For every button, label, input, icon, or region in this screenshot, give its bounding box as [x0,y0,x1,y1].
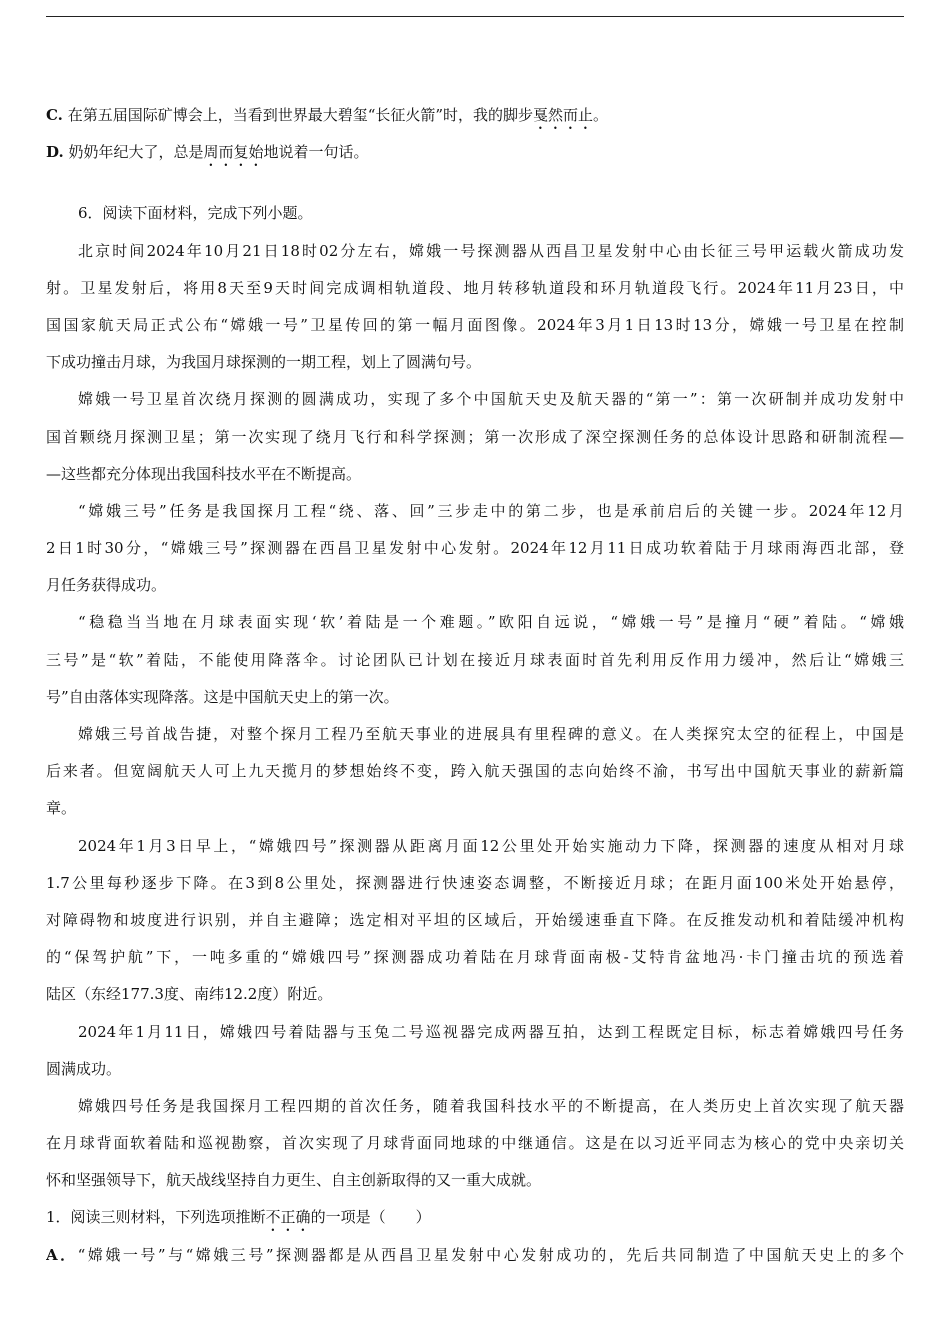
sub-question-1-after: 的一项是（ ） [310,1208,431,1227]
option-c-text-before: 在第五届国际矿博会上，当看到世界最大碧玺“长征火箭”时，我的脚步 [67,106,534,124]
passage-line: 号”自由落体实现降落。这是中国航天史上的第一次。 [46,687,399,706]
document-body [46,97,904,1274]
sub-question-1 [46,1199,904,1236]
spacer [46,171,904,195]
option-d-label: D. [46,143,64,162]
option-c-label: C. [46,106,63,124]
passage-line: 2024年1月11日，嫦娥四号着陆器与玉兔二号巡视器完成两器互拍，达到工程既定目标，标志着嫦娥四号任务 [78,1022,904,1041]
passage-line: “嫦娥三号”任务是我国探月工程“绕、落、回”三步走中的第二步，也是承前启后的关键一步。2024年12月 [78,501,904,520]
passage-line: 陆区（东经177.3度、南纬12.2度）附近。 [46,985,333,1004]
passage-line: 圆满成功。 [46,1059,122,1078]
passage-line: “稳稳当当地在月球表面实现‘软’着陆是一个难题。”欧阳自远说，“嫦娥一号”是撞月“硬”着陆。“嫦娥 [78,613,904,632]
option-a [46,1237,904,1274]
passage-line: 对障碍物和坡度进行识别，并自主避障；选定相对平坦的区域后，开始缓速垂直下降。在反推发动机和着陆缓冲机构 [46,910,904,929]
passage-line: 月任务获得成功。 [46,576,167,595]
passage-line: 后来者。但宽阔航天人可上九天揽月的梦想始终不变，跨入航天强国的志向始终不渝，书写出中国航天事业的薪新篇 [46,762,904,781]
question-6-heading: 6．阅读下面材料，完成下列小题。 [78,204,313,223]
sub-question-1-before: 1．阅读三则材料，下列选项推断 [46,1208,266,1227]
passage-line: 国国家航天局正式公布“嫦娥一号”卫星传回的第一幅月面图像。2024年3月1日13时13分，嫦娥一号卫星在控制 [46,315,904,334]
passage-line: 在月球背面软着陆和巡视勘察，首次实现了月球背面同地球的中继通信。这是在以习近平同志为核心的党中央亲切关 [46,1134,904,1153]
option-d-text-after: 地说着一句话。 [263,143,369,162]
passage-line: 的“保驾护航”下，一吨多重的“嫦娥四号”探测器成功着陆在月球背面南极-艾特肯盆地冯·卡门撞击坑的预选着 [46,948,904,967]
option-d-marked-word: 周而复始 [203,143,264,162]
option-c [46,97,904,134]
passage-line: 章。 [46,799,77,818]
sub-question-1-marked-word: 不正确 [265,1208,311,1227]
option-c-marked-word: 戛然而止 [533,106,594,124]
option-d [46,134,904,171]
passage-line: 怀和坚强领导下，航天战线坚持自力更生、自主创新取得的又一重大成就。 [46,1171,542,1190]
header-rule [46,16,904,17]
passage-line: 2日1时30分，“嫦娥三号”探测器在西昌卫星发射中心发射。2024年12月11日成功软着陆于月球雨海西北部，登 [46,539,904,558]
passage-line: 1.7公里每秒逐步下降。在3到8公里处，探测器进行快速姿态调整，不断接近月球；在距月面100米处开始悬停， [46,873,904,892]
passage-line: 下成功撞击月球，为我国月球探测的一期工程，划上了圆满句号。 [46,353,482,372]
passage-line: 嫦娥三号首战告捷，对整个探月工程乃至航天事业的进展具有里程碑的意义。在人类探究太空的征程上，中国是 [78,725,904,743]
option-c-text-after: 。 [593,106,609,124]
option-a-text: “嫦娥一号”与“嫦娥三号”探测器都是从西昌卫星发射中心发射成功的，先后共同制造了中国航天史上的多个 [77,1245,904,1264]
option-d-text-before: 奶奶年纪大了，总是 [68,143,204,162]
passage-line: —这些都充分体现出我国科技水平在不断提高。 [46,464,362,483]
passage-line: 国首颗绕月探测卫星；第一次实现了绕月飞行和科学探测；第一次形成了深空探测任务的总体设计思路和研制流程— [46,427,904,446]
passage-line: 嫦娥四号任务是我国探月工程四期的首次任务，随着我国科技水平的不断提高，在人类历史上首次实现了航天器 [78,1096,904,1115]
passage-line: 嫦娥一号卫星首次绕月探测的圆满成功，实现了多个中国航天史及航天器的“第一”：第一次研制并成功发射中 [78,390,904,409]
option-a-label: A． [46,1245,78,1264]
passage-line: 三号”是“软”着陆，不能使用降落伞。讨论团队已计划在接近月球表面时首先利用反作用力缓冲，然后让“嫦娥三 [46,650,904,669]
reading-passage [46,233,904,1200]
passage-line: 北京时间2024年10月21日18时02分左右，嫦娥一号探测器从西昌卫星发射中心由长征三号甲运载火箭成功发 [78,241,904,260]
passage-line: 2024年1月3日早上，“嫦娥四号”探测器从距离月面12公里处开始实施动力下降，探测器的速度从相对月球 [78,836,904,855]
passage-line: 射。卫星发射后，将用8天至9天时间完成调相轨道段、地月转移轨道段和环月轨道段飞行。2024年11月23日，中 [46,278,904,297]
